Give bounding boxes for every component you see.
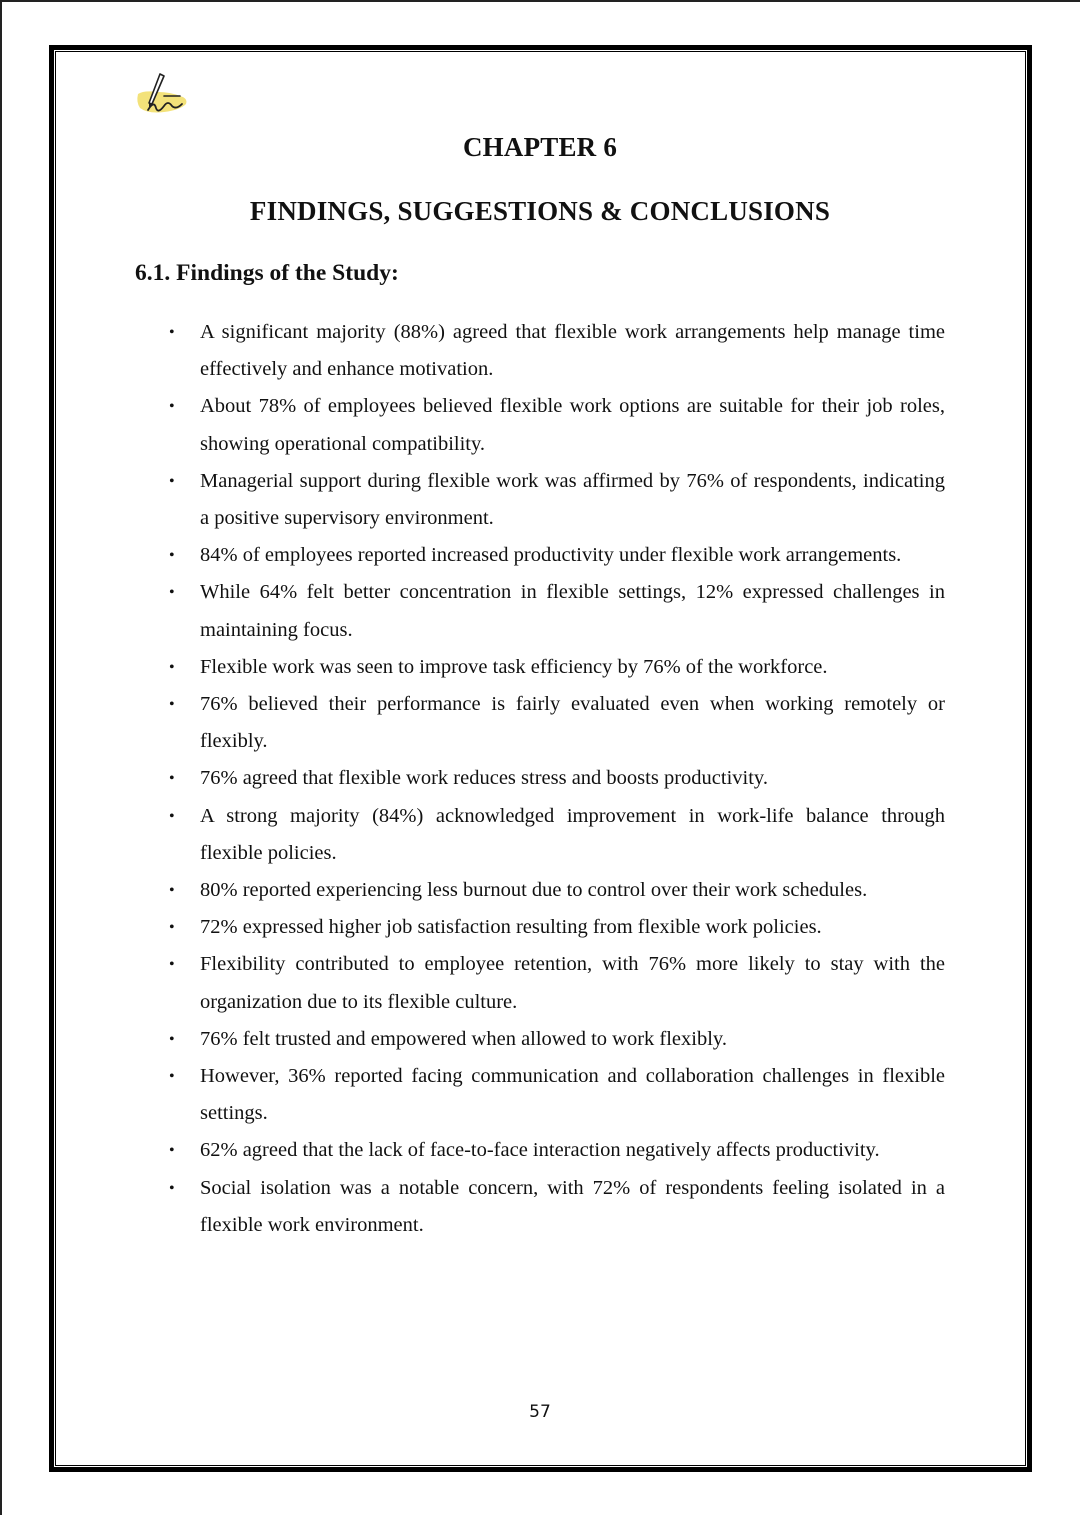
finding-text: While 64% felt better concentration in flexible settings, 12% expressed challenges in maintaining focus. [200,581,945,641]
main-title: FINDINGS, SUGGESTIONS & CONCLUSIONS [249,196,831,226]
finding-text: 72% expressed higher job satisfaction resulting from flexible work policies. [200,916,822,939]
list-item [169,1132,945,1169]
bullet-icon: • [169,547,175,565]
finding-text: 76% agreed that flexible work reduces stress and boosts productivity. [200,767,768,790]
list-item [169,537,945,574]
bullet-icon: • [169,584,175,602]
list-item [169,798,945,872]
list-item [169,388,945,462]
list-item [169,1170,945,1244]
finding-text: Managerial support during flexible work was affirmed by 76% of respondents, indicating a positive supervisory environment. [200,469,945,530]
bullet-icon: • [169,807,175,825]
finding-text: However, 36% reported facing communication and collaboration challenges in flexible settings. [200,1065,945,1125]
list-item [169,946,945,1020]
bullet-icon: • [169,324,175,341]
bullet-icon: • [169,956,175,974]
finding-text: 84% of employees reported increased productivity under flexible work arrangements. [200,544,902,567]
page-number: 57 [529,1402,551,1422]
list-item [169,872,945,909]
bullet-icon: • [169,1142,175,1160]
bullet-icon: • [169,1030,175,1048]
section-heading: 6.1. Findings of the Study: [135,260,399,286]
bullet-icon: • [169,696,175,714]
findings-list [169,314,945,1244]
bullet-icon: • [169,658,175,676]
list-item [169,1021,945,1058]
finding-text: 76% believed their performance is fairly evaluated even when working remotely or flexibly. [200,693,945,753]
list-item [169,649,945,686]
finding-text: Social isolation was a notable concern, with 72% of respondents feeling isolated in a flexible work environment. [200,1176,945,1236]
list-item [169,463,945,537]
list-item [169,760,945,797]
bullet-icon: • [169,919,175,937]
finding-text: Flexible work was seen to improve task efficiency by 76% of the workforce. [200,655,828,678]
chapter-title: CHAPTER 6 [462,132,618,162]
bullet-icon: • [169,1179,175,1197]
list-item [169,686,945,760]
list-item [169,1058,945,1132]
finding-text: 80% reported experiencing less burnout due to control over their work schedules. [200,879,868,902]
finding-text: 62% agreed that the lack of face-to-face interaction negatively affects productivity. [200,1139,880,1162]
list-item [169,909,945,946]
finding-text: 76% felt trusted and empowered when allowed to work flexibly. [200,1027,727,1050]
finding-text: Flexibility contributed to employee retention, with 76% more likely to stay with the organization due to its flexible culture. [200,953,945,1013]
bullet-icon: • [169,1068,175,1086]
bullet-icon: • [169,770,175,788]
finding-text: A significant majority (88%) agreed that flexible work arrangements help manage time effectively and enhance motivation. [200,321,945,381]
list-item [169,314,945,388]
finding-text: About 78% of employees believed flexible work options are suitable for their job roles, showing operational compatibility. [200,395,945,455]
bullet-icon: • [169,472,175,490]
pen-writing-icon [134,70,190,120]
list-item [169,574,945,648]
bullet-icon: • [169,398,175,416]
finding-text: A strong majority (84%) acknowledged improvement in work-life balance through flexible policies. [200,804,945,864]
bullet-icon: • [169,882,175,900]
